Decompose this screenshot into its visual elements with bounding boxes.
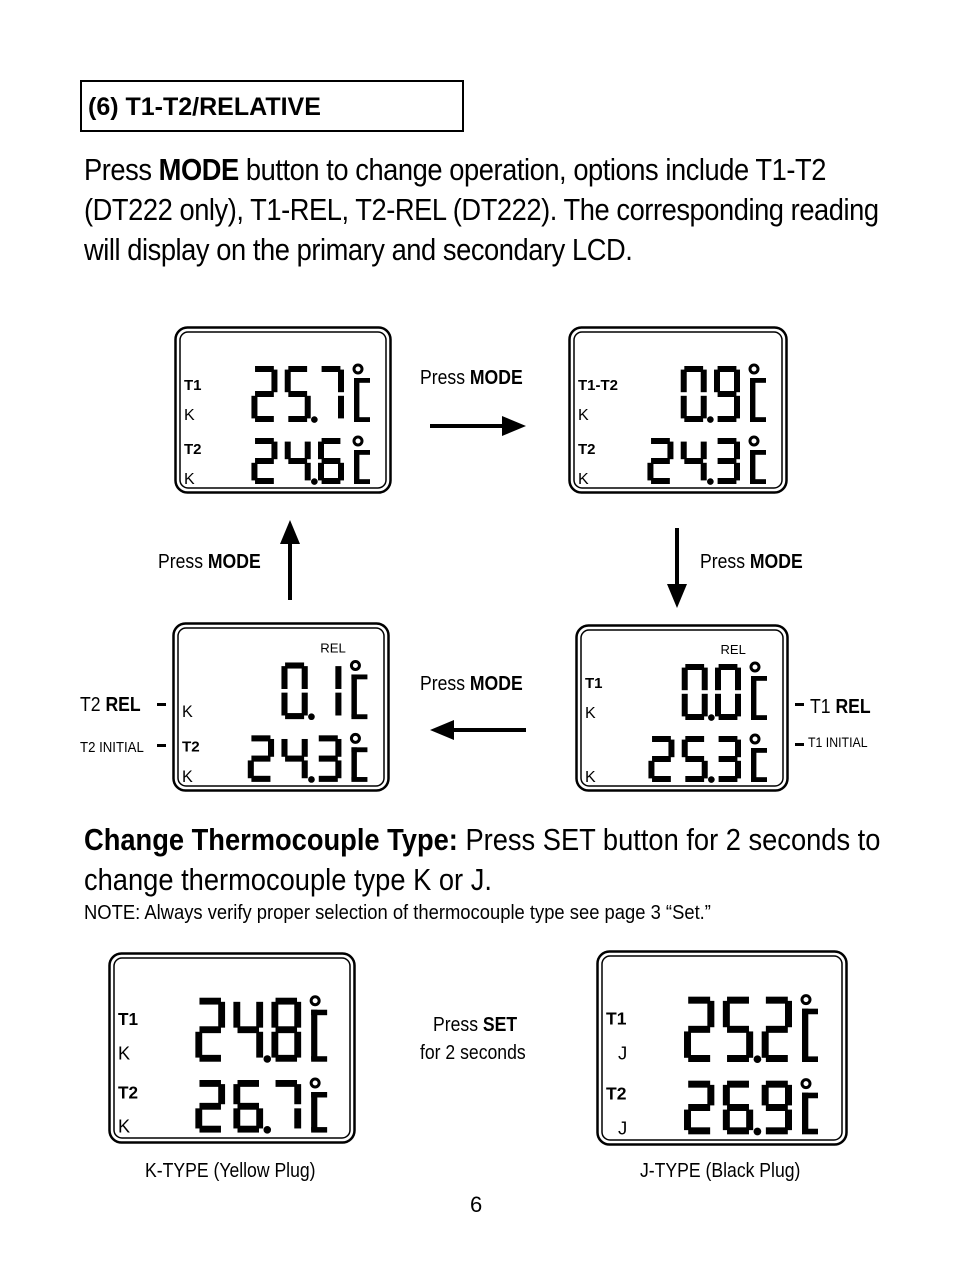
thermocouple-type-secondary: J [618,1117,628,1139]
thermocouple-type-secondary: K [118,1116,131,1137]
section-title: (6) T1-T2/RELATIVE [80,80,464,132]
press-set-caption: Press SET [433,1014,518,1036]
thermocouple-type-primary: J [618,1042,628,1064]
lcd-display-t1-minus-t2 [568,326,788,494]
thermocouple-type-secondary: K [578,471,589,488]
j-type-caption: J-TYPE (Black Plug) [640,1160,801,1182]
channel-label-secondary: T2 [606,1083,627,1104]
channel-label-primary: T1-T2 [578,377,619,394]
channel-label-secondary: T2 [182,738,200,756]
decimal-point [708,776,715,783]
thermocouple-type-secondary: K [585,769,596,786]
lcd-display-t1-t2 [174,326,392,494]
decimal-point [754,1128,762,1136]
thermocouple-type-primary: K [182,703,193,722]
thermocouple-type-primary: K [578,407,589,424]
lcd-frame [598,952,847,1145]
channel-label-secondary: T2 [578,441,596,458]
thermocouple-type-primary: K [118,1043,131,1064]
arrow-right-icon [428,412,528,440]
decimal-point [263,1055,271,1063]
k-type-caption: K-TYPE (Yellow Plug) [145,1160,316,1182]
t2-initial-label: T2 INITIAL [80,739,144,756]
channel-label-secondary: T2 [118,1082,138,1103]
decimal-point [707,478,714,485]
rel-indicator: REL [320,640,346,656]
press-mode-caption-right: Press MODE [700,551,803,573]
rel-indicator: REL [720,642,746,657]
decimal-point [707,416,714,423]
t1-initial-tick [795,743,804,746]
channel-label-secondary: T2 [184,441,202,458]
lcd-display-k-type [108,952,356,1144]
decimal-point [311,416,318,423]
decimal-point [263,1126,271,1134]
arrow-down-icon [663,526,691,610]
channel-label-primary: T1 [585,675,603,692]
intro-paragraph: Press MODE button to change operation, options include T1-T2 (DT222 only), T1-REL, T2-REL (DT222). The corresponding reading will display on the primary and secondary LCD. [84,152,879,267]
page-number: 6 [470,1192,483,1217]
arrow-left-icon [428,716,528,744]
lcd-display-t2-rel [172,622,390,792]
press-mode-caption-left: Press MODE [158,551,261,573]
decimal-point [308,776,315,783]
decimal-point [308,713,315,720]
thermocouple-type-secondary: K [182,767,193,786]
decimal-point [708,714,715,721]
t2-rel-label: T2 REL [80,694,141,716]
t2-initial-tick [157,744,166,747]
t1-rel-tick [795,703,804,706]
thermocouple-type-primary: K [585,705,596,722]
channel-label-primary: T1 [184,377,202,394]
note-text: NOTE: Always verify proper selection of thermocouple type see page 3 “Set.” [84,902,711,924]
t2-rel-tick [157,703,166,706]
t1-rel-label: T1 REL [810,696,871,718]
press-mode-caption-top: Press MODE [420,367,523,389]
lcd-frame [110,954,355,1143]
thermocouple-type-primary: K [184,407,195,424]
change-thermocouple-paragraph: Change Thermocouple Type: Press SET button for 2 seconds to change thermocouple type K or J. [84,822,881,897]
lcd-display-t1-rel [575,624,789,792]
thermocouple-type-secondary: K [184,471,195,488]
t1-initial-label: T1 INITIAL [808,734,868,750]
press-set-duration: for 2 seconds [420,1042,526,1064]
channel-label-primary: T1 [606,1008,627,1029]
decimal-point [754,1055,762,1063]
channel-label-primary: T1 [118,1009,138,1030]
arrow-up-icon [276,518,304,602]
press-mode-caption-bottom: Press MODE [420,673,523,695]
lcd-display-j-type [596,950,848,1146]
decimal-point [311,478,318,485]
